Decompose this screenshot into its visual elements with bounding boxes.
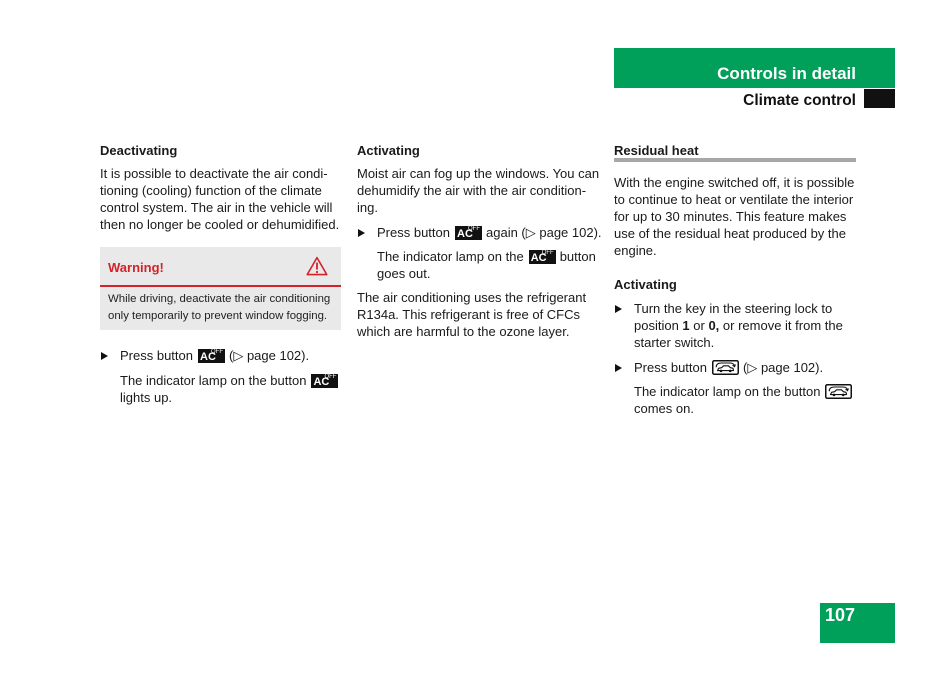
residual-heat-button-icon bbox=[712, 360, 739, 375]
residual-heat-step-2 bbox=[634, 359, 823, 376]
paragraph-line: ing. bbox=[357, 200, 378, 215]
deactivating-step bbox=[120, 347, 309, 364]
ac-off-button-icon: AC OFF bbox=[530, 250, 554, 264]
deactivating-paragraph bbox=[100, 165, 339, 233]
step-text: or bbox=[689, 318, 709, 333]
activating-heading: Activating bbox=[357, 143, 420, 158]
warning-box bbox=[100, 247, 341, 330]
result-text: The indicator lamp on the bbox=[377, 249, 524, 264]
heading-rule bbox=[614, 158, 856, 162]
subsection-title: Climate control bbox=[743, 92, 856, 109]
subsection-marker bbox=[864, 89, 895, 108]
paragraph-line: control system. The air in the vehicle will bbox=[100, 200, 333, 215]
page-reference: again (▷ page 102). bbox=[486, 225, 602, 240]
warning-divider bbox=[100, 285, 341, 287]
ac-off-button-icon: AC OFF bbox=[313, 374, 337, 388]
paragraph-line: engine. bbox=[614, 243, 657, 258]
result-text: The indicator lamp on the button bbox=[634, 384, 821, 399]
step-text: position bbox=[634, 318, 683, 333]
paragraph-line: for up to 30 minutes. This feature makes bbox=[614, 209, 847, 224]
bullet-icon bbox=[358, 229, 365, 237]
paragraph-line: It is possible to deactivate the air condi- bbox=[100, 166, 328, 181]
residual-heat-heading: Residual heat bbox=[614, 143, 699, 158]
ac-off-button-icon: AC OFF bbox=[457, 226, 480, 240]
paragraph-line: dehumidify the air with the air condition- bbox=[357, 183, 587, 198]
residual-heat-subheading: Activating bbox=[614, 277, 677, 292]
page-reference: (▷ page 102). bbox=[229, 348, 310, 363]
bullet-icon bbox=[101, 352, 108, 360]
result-text: goes out. bbox=[377, 266, 431, 281]
paragraph-line: use of the residual heat produced by the bbox=[614, 226, 846, 241]
bullet-icon bbox=[615, 305, 622, 313]
step-text: Press button bbox=[377, 225, 450, 240]
section-title: Controls in detail bbox=[717, 64, 856, 83]
residual-heat-paragraph bbox=[614, 174, 854, 259]
key-position-0: 0, bbox=[708, 318, 720, 333]
paragraph-line: tioning (cooling) function of the climate bbox=[100, 183, 322, 198]
deactivating-result bbox=[120, 372, 342, 406]
page-number-box bbox=[820, 603, 895, 643]
page-reference: (▷ page 102). bbox=[743, 360, 824, 375]
step-text-line bbox=[634, 317, 843, 334]
residual-heat-button-icon bbox=[825, 384, 852, 399]
paragraph-line: to continue to heat or ventilate the interior bbox=[614, 192, 854, 207]
paragraph-line: With the engine switched off, it is possible bbox=[614, 175, 855, 190]
note-line: R134a. This refrigerant is free of CFCs bbox=[357, 307, 581, 322]
note-line: which are harmful to the ozone layer. bbox=[357, 324, 570, 339]
refrigerant-note bbox=[357, 289, 586, 340]
warning-text bbox=[108, 291, 330, 325]
note-line: The air conditioning uses the refrigerant bbox=[357, 290, 587, 305]
warning-line: While driving, deactivate the air conditioning bbox=[108, 293, 331, 305]
deactivating-column bbox=[100, 0, 342, 694]
bullet-icon bbox=[615, 364, 622, 372]
activating-column bbox=[357, 0, 602, 694]
paragraph-line: Moist air can fog up the windows. You can bbox=[357, 166, 600, 181]
activating-step bbox=[377, 224, 602, 241]
step-text: Press button bbox=[120, 348, 193, 363]
warning-title: Warning! bbox=[108, 260, 164, 275]
deactivating-heading: Deactivating bbox=[100, 143, 178, 158]
step-text: starter switch. bbox=[634, 335, 715, 350]
step-text: or remove it from the bbox=[719, 318, 843, 333]
page-number: 107 bbox=[825, 605, 856, 625]
step-text: Turn the key in the steering lock to bbox=[634, 301, 833, 316]
key-position-1: 1 bbox=[682, 318, 690, 333]
paragraph-line: then no longer be cooled or dehumidified. bbox=[100, 217, 340, 232]
warning-triangle-icon bbox=[306, 256, 328, 276]
warning-line: only temporarily to prevent window fogging. bbox=[108, 310, 328, 322]
activating-paragraph bbox=[357, 165, 599, 216]
residual-heat-step-1 bbox=[634, 300, 843, 351]
ac-off-button-icon: AC OFF bbox=[200, 349, 223, 363]
result-text: The indicator lamp on the button bbox=[120, 373, 307, 388]
residual-heat-result bbox=[634, 383, 856, 417]
residual-heat-column bbox=[614, 0, 856, 694]
step-text: Press button bbox=[634, 360, 707, 375]
activating-result bbox=[377, 248, 596, 282]
result-text: comes on. bbox=[634, 401, 694, 416]
result-text: lights up. bbox=[120, 390, 173, 405]
result-text: button bbox=[559, 249, 596, 264]
